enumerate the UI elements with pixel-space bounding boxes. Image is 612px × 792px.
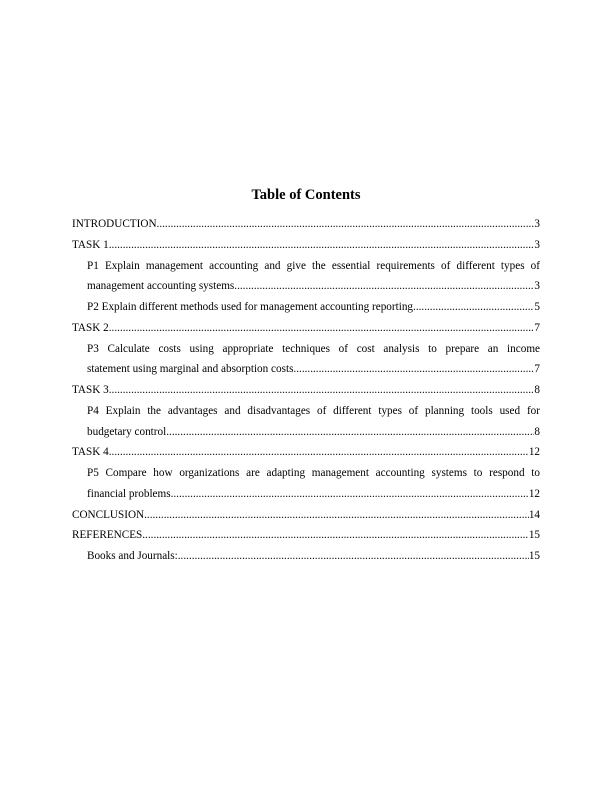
toc-entry-books-and-journals[interactable]	[72, 546, 540, 567]
toc-entry-text: INTRODUCTION	[72, 218, 157, 230]
toc-page-number: 14	[528, 508, 540, 521]
toc-entry-text-line1: P4 Explain the advantages and disadvantages of different types of planning tools used for	[87, 404, 540, 417]
toc-entry-text: TASK 2	[72, 321, 109, 334]
dot-leader	[171, 484, 529, 505]
dot-leader	[157, 214, 535, 235]
dot-leader	[413, 297, 534, 318]
dot-leader	[142, 525, 529, 546]
toc-entry-task-4[interactable]	[72, 442, 540, 463]
dot-leader	[109, 235, 535, 256]
toc-entry-task-2[interactable]	[72, 318, 540, 339]
toc-entry-text: CONCLUSION	[72, 508, 145, 521]
toc-entry-p3[interactable]	[72, 339, 540, 381]
toc-entry-text-line1: P1 Explain management accounting and give the essential requirements of different types of	[87, 259, 540, 272]
toc-entry-text: REFERENCES	[72, 529, 143, 542]
toc-page-number: 8	[534, 384, 540, 396]
toc-entry-text-line1: P5 Compare how organizations are adapting management accounting systems to respond to	[87, 467, 540, 479]
toc-entry-text-line1: P3 Calculate costs using appropriate techniques of cost analysis to prepare an income	[87, 342, 540, 355]
table-of-contents	[72, 214, 540, 567]
toc-entry-text: TASK 4	[72, 446, 109, 459]
dot-leader	[166, 422, 534, 443]
dot-leader	[109, 318, 535, 339]
toc-page-number: 15	[528, 550, 540, 562]
toc-page-number: 8	[534, 425, 540, 438]
toc-entry-task-3[interactable]	[72, 380, 540, 401]
toc-entry-p4[interactable]	[72, 401, 540, 443]
toc-entry-p1[interactable]	[72, 256, 540, 298]
toc-page-number: 3	[534, 238, 540, 251]
toc-page-number: 3	[534, 280, 540, 293]
toc-entry-p2[interactable]	[72, 297, 540, 318]
toc-entry-conclusion[interactable]	[72, 505, 540, 526]
toc-entry-text: management accounting systems	[87, 280, 235, 293]
toc-page-number: 5	[534, 301, 540, 313]
toc-entry-text: Books and Journals:	[87, 550, 178, 562]
dot-leader	[109, 380, 535, 401]
toc-entry-task-1[interactable]	[72, 235, 540, 256]
toc-entry-text: TASK 1	[72, 238, 109, 251]
toc-entry-text: financial problems	[87, 487, 171, 500]
dot-leader	[178, 546, 529, 567]
toc-entry-text: budgetary control	[87, 425, 167, 438]
dot-leader	[234, 276, 534, 297]
toc-entry-references[interactable]	[72, 525, 540, 546]
toc-entry-text: statement using marginal and absorption costs	[87, 363, 294, 376]
toc-title: Table of Contents	[251, 187, 361, 203]
toc-page-number: 3	[534, 218, 540, 230]
dot-leader	[144, 505, 529, 526]
dot-leader	[109, 442, 529, 463]
toc-page-number: 7	[534, 363, 540, 376]
toc-entry-p5[interactable]	[72, 463, 540, 505]
toc-entry-text: P2 Explain different methods used for management accounting reporting	[87, 301, 414, 313]
toc-entry-introduction[interactable]	[72, 214, 540, 235]
toc-page-number: 15	[528, 529, 540, 542]
dot-leader	[293, 359, 534, 380]
toc-page-number: 7	[534, 321, 540, 334]
toc-page-number: 12	[528, 487, 540, 500]
toc-entry-text: TASK 3	[72, 384, 109, 396]
toc-page-number: 12	[528, 446, 540, 459]
